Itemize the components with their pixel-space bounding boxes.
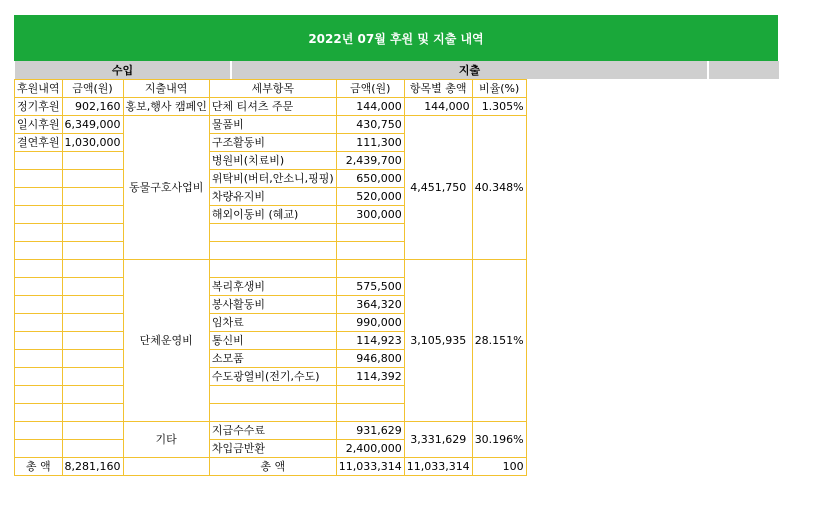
expense-total-ratio: 100	[472, 458, 526, 476]
group-subtotal: 3,105,935	[404, 260, 472, 422]
income-section-header: 수입	[14, 61, 231, 79]
income-amount: 6,349,000	[62, 116, 123, 134]
expense-category: 동물구호사업비	[123, 116, 209, 260]
expense-amount: 650,000	[336, 170, 404, 188]
sheet-title: 2022년 07월 후원 및 지출 내역	[14, 15, 778, 61]
expense-amount: 114,923	[336, 332, 404, 350]
expense-item: 단체 티셔츠 주문	[209, 98, 336, 116]
expense-total-amount: 11,033,314	[336, 458, 404, 476]
expense-item: 병원비(치료비)	[209, 152, 336, 170]
expense-amount: 946,800	[336, 350, 404, 368]
expense-amount: 990,000	[336, 314, 404, 332]
group-ratio: 40.348%	[472, 116, 526, 260]
income-type: 일시후원	[15, 116, 63, 134]
expense-item: 차량유지비	[209, 188, 336, 206]
group-ratio: 1.305%	[472, 98, 526, 116]
column-header-row	[15, 80, 527, 98]
expense-amount: 364,320	[336, 296, 404, 314]
group-ratio: 30.196%	[472, 422, 526, 458]
col-income-type: 후원내역	[15, 80, 63, 98]
expense-amount: 2,439,700	[336, 152, 404, 170]
table-row	[15, 422, 527, 440]
table-row	[15, 260, 527, 278]
expense-category: 단체운영비	[123, 260, 209, 422]
expense-item: 구조활동비	[209, 134, 336, 152]
expense-amount: 520,000	[336, 188, 404, 206]
expense-amount: 430,750	[336, 116, 404, 134]
expense-item: 차입금반환	[209, 440, 336, 458]
col-ratio: 비율(%)	[472, 80, 526, 98]
expense-category: 기타	[123, 422, 209, 458]
table-row	[15, 116, 527, 134]
expense-amount: 144,000	[336, 98, 404, 116]
header-blank	[708, 61, 780, 79]
group-subtotal: 4,451,750	[404, 116, 472, 260]
group-subtotal: 3,331,629	[404, 422, 472, 458]
income-total-label: 총 액	[15, 458, 63, 476]
totals-row	[15, 458, 527, 476]
col-income-amount: 금액(원)	[62, 80, 123, 98]
income-total-amount: 8,281,160	[62, 458, 123, 476]
col-subtotal: 항목별 총액	[404, 80, 472, 98]
expense-amount: 2,400,000	[336, 440, 404, 458]
expense-total-subtotal: 11,033,314	[404, 458, 472, 476]
expense-item: 봉사활동비	[209, 296, 336, 314]
expense-amount: 114,392	[336, 368, 404, 386]
expense-section-header: 지출	[231, 61, 708, 79]
expense-item: 수도광열비(전기,수도)	[209, 368, 336, 386]
income-amount: 902,160	[62, 98, 123, 116]
expense-amount: 300,000	[336, 206, 404, 224]
expense-item: 임차료	[209, 314, 336, 332]
expense-item: 해외이동비 (혜교)	[209, 206, 336, 224]
expense-item: 통신비	[209, 332, 336, 350]
expense-total-label: 총 액	[209, 458, 336, 476]
expense-item: 소모품	[209, 350, 336, 368]
expense-item: 지급수수료	[209, 422, 336, 440]
col-expense-amount: 금액(원)	[336, 80, 404, 98]
col-expense-category: 지출내역	[123, 80, 209, 98]
col-expense-item: 세부항목	[209, 80, 336, 98]
expense-category: 홍보,행사 캠페인	[123, 98, 209, 116]
income-type: 정기후원	[15, 98, 63, 116]
expense-item: 물품비	[209, 116, 336, 134]
group-subtotal: 144,000	[404, 98, 472, 116]
expense-item: 위탁비(버터,안소니,핑핑)	[209, 170, 336, 188]
expense-item: 복리후생비	[209, 278, 336, 296]
group-ratio: 28.151%	[472, 260, 526, 422]
table-row	[15, 98, 527, 116]
ledger-table	[14, 79, 527, 476]
expense-amount: 111,300	[336, 134, 404, 152]
income-amount: 1,030,000	[62, 134, 123, 152]
expense-amount: 931,629	[336, 422, 404, 440]
income-type: 결연후원	[15, 134, 63, 152]
expense-amount: 575,500	[336, 278, 404, 296]
